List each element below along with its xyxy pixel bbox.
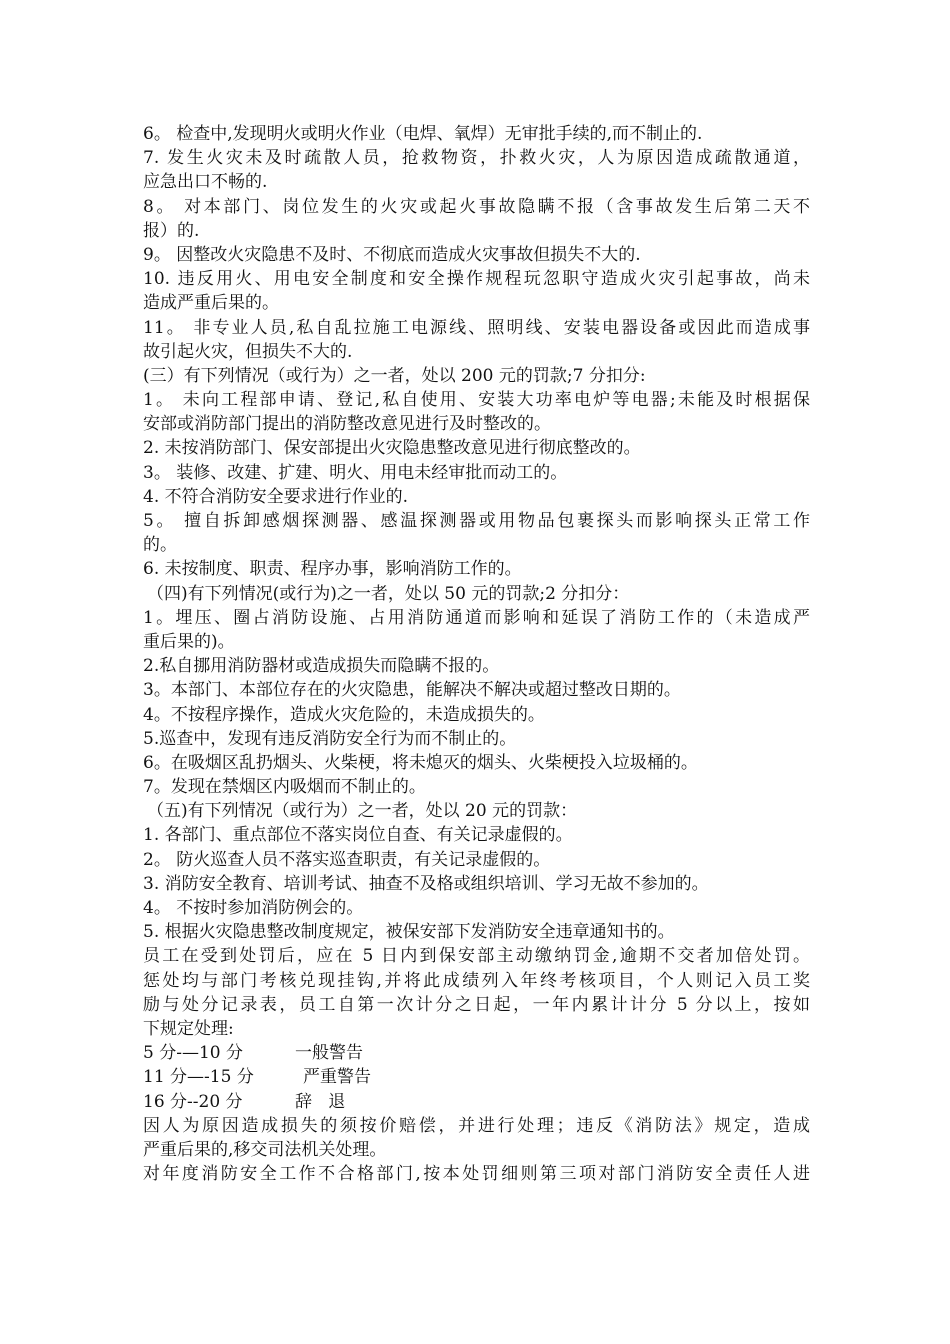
text-line: 2. 未按消防部门、保安部提出火灾隐患整改意见进行彻底整改的。: [143, 438, 641, 459]
text-line: 6. 未按制度、职责、程序办事，影响消防工作的。: [143, 559, 522, 580]
text-line: 4. 不符合消防安全要求进行作业的.: [143, 486, 409, 507]
text-line: 1. 各部门、重点部位不落实岗位自查、有关记录虚假的。: [143, 825, 573, 846]
grade-level: 一般警告: [295, 1043, 363, 1064]
grade-row: [143, 1065, 810, 1089]
document-body: [143, 122, 810, 1041]
grade-row: [143, 1090, 810, 1114]
text-line: 8。 对本部门、岗位发生的火灾或起火事故隐瞒不报（含事故发生后第二天不: [143, 196, 810, 217]
text-line: 5.巡查中，发现有违反消防安全行为而不制止的。: [143, 728, 517, 749]
text-line: 1。 未向工程部申请、登记,私自使用、安装大功率电炉等电器;未能及时根据保: [143, 390, 810, 411]
text-line: 惩处均与部门考核兑现挂钩,并将此成绩列入年终考核项目，个人则记入员工奖: [143, 970, 810, 991]
grade-range: 16 分--20 分: [143, 1091, 243, 1112]
text-line: (三）有下列情况（或行为）之一者，处以 200 元的罚款;7 分扣分:: [143, 365, 646, 386]
text-line: 下规定处理:: [143, 1018, 234, 1039]
text-line: 安部或消防部门提出的消防整改意见进行及时整改的。: [143, 414, 551, 435]
text-line: 员工在受到处罚后，应在 5 日内到保安部主动缴纳罚金,逾期不交者加倍处罚。: [143, 946, 810, 967]
grade-level: 辞 退: [295, 1091, 346, 1112]
text-line: 报）的.: [143, 220, 200, 241]
text-line: 严重后果的,移交司法机关处理。: [143, 1139, 387, 1160]
text-line: （五)有下列情况（或行为）之一者，处以 20 元的罚款：: [147, 801, 578, 822]
text-line: 2。 防火巡查人员不落实巡查职责，有关记录虚假的。: [143, 849, 551, 870]
text-line: 因人为原因造成损失的须按价赔偿，并进行处理；违反《消防法》规定，造成: [143, 1115, 810, 1136]
text-line: 11。 非专业人员,私自乱拉施工电源线、照明线、安装电器设备或因此而造成事: [143, 317, 810, 338]
document-page: [143, 122, 810, 1186]
text-line: 10. 违反用火、用电安全制度和安全操作规程玩忽职守造成火灾引起事故，尚未: [143, 269, 810, 290]
text-line: 9。 因整改火灾隐患不及时、不彻底而造成火灾事故但损失不大的.: [143, 244, 641, 265]
text-line: 对年度消防安全工作不合格部门,按本处罚细则第三项对部门消防安全责任人进: [143, 1164, 810, 1185]
text-line: 3。本部门、本部位存在的火灾隐患，能解决不解决或超过整改日期的。: [143, 680, 681, 701]
text-line: 5。 擅自拆卸感烟探测器、感温探测器或用物品包裹探头而影响探头正常工作: [143, 511, 810, 531]
text-line: 6。在吸烟区乱扔烟头、火柴梗，将未熄灭的烟头、火柴梗投入垃圾桶的。: [143, 752, 698, 773]
grade-range: 11 分—-15 分: [143, 1067, 254, 1088]
grade-level: 严重警告: [303, 1067, 371, 1088]
text-line: 造成严重后果的。: [143, 293, 279, 314]
text-line: 重后果的)。: [143, 631, 235, 652]
document-tail: [143, 1114, 810, 1187]
text-line: （四)有下列情况(或行为)之一者，处以 50 元的罚款;2 分扣分：: [147, 583, 630, 604]
text-line: 3。 装修、改建、扩建、明火、用电未经审批而动工的。: [143, 462, 568, 483]
text-line: 励与处分记录表，员工自第一次计分之日起，一年内累计计分 5 分以上，按如: [143, 994, 810, 1015]
text-line: 6。 检查中,发现明火或明火作业（电焊、氧焊）无审批手续的,而不制止的.: [143, 124, 703, 144]
penalty-grade-list: [143, 1041, 810, 1114]
text-line: 3. 消防安全教育、培训考试、抽查不及格或组织培训、学习无故不参加的。: [143, 873, 709, 894]
text-line: 7。发现在禁烟区内吸烟而不制止的。: [143, 777, 426, 798]
text-line: 2.私自挪用消防器材或造成损失而隐瞒不报的。: [143, 656, 500, 677]
grade-range: 5 分-—10 分: [143, 1043, 243, 1064]
text-line: 4。不按程序操作，造成火灾危险的，未造成损失的。: [143, 704, 545, 725]
text-line: 故引起火灾，但损失不大的.: [143, 341, 353, 362]
text-line: 4。 不按时参加消防例会的。: [143, 898, 364, 918]
text-line: 应急出口不畅的.: [143, 172, 268, 193]
text-line: 的。: [143, 535, 177, 556]
text-line: 7. 发生火灾未及时疏散人员，抢救物资，扑救火灾，人为原因造成疏散通道，: [143, 148, 810, 169]
text-line: 1。埋压、圈占消防设施、占用消防通道而影响和延误了消防工作的（未造成严: [143, 607, 810, 628]
text-line: 5. 根据火灾隐患整改制度规定，被保安部下发消防安全违章通知书的。: [143, 922, 675, 943]
grade-row: [143, 1041, 810, 1065]
